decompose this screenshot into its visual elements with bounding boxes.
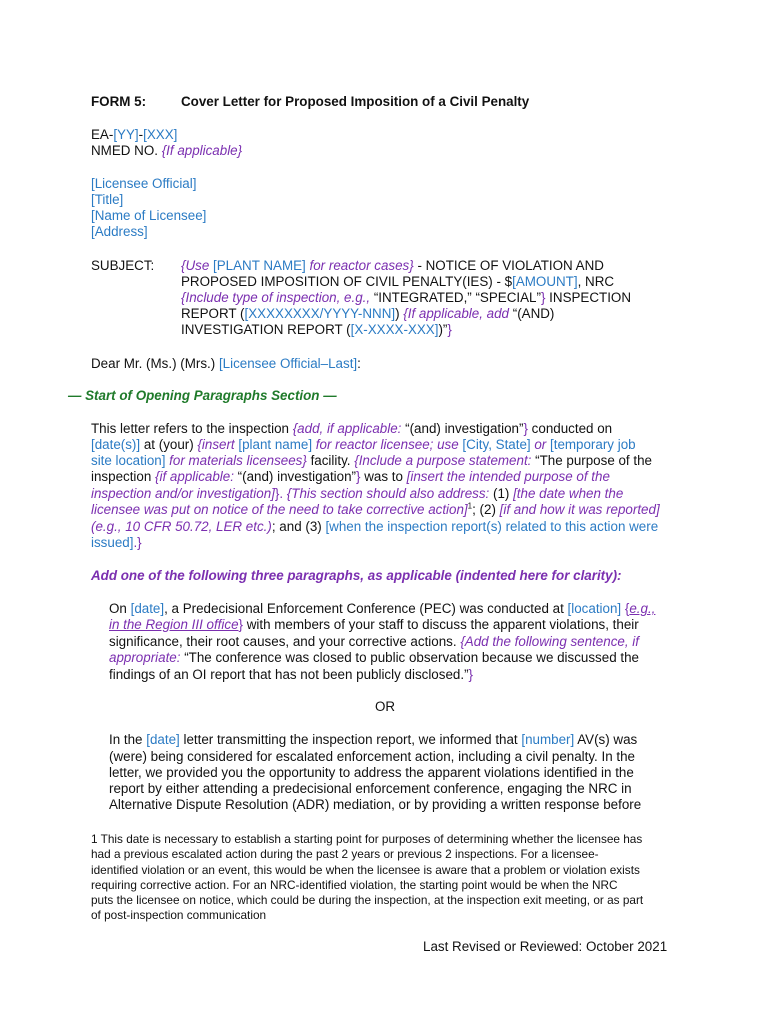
footnote-line: puts the licensee on notice, which could be during the inspection, at the inspection exit meeting, or as part <box>91 893 644 907</box>
salutation: Dear Mr. (Ms.) (Mrs.) [Licensee Official–Last]: <box>91 356 361 371</box>
para1-line: issued].} <box>91 535 142 550</box>
para1-line: [date(s)] at (your) {insert [plant name] for reactor licensee; use [City, State] or [temporary job <box>91 437 636 452</box>
para3-line: (were) being considered for escalated enforcement action, including a civil penalty. In the <box>109 749 636 764</box>
footnote-line: 1 This date is necessary to establish a starting point for purposes of determining whether the licensee has <box>91 832 643 846</box>
form-number: FORM 5: <box>91 94 147 109</box>
licensee-name: [Name of Licensee] <box>91 208 207 223</box>
para3-line: report by either attending a predecisional enforcement conference, engaging the NRC in <box>109 781 632 796</box>
subject-label: SUBJECT: <box>91 258 155 273</box>
subject-line: {Use [PLANT NAME] for reactor cases} - NOTICE OF VIOLATION AND <box>181 258 604 273</box>
licensee-official: [Licensee Official] <box>91 176 197 191</box>
form-title: Cover Letter for Proposed Imposition of a Civil Penalty <box>181 94 530 109</box>
para1-line: site location] for materials licensees} facility. {Include a purpose statement: “The purpose of the <box>91 453 652 468</box>
subject-line: {Include type of inspection, e.g., “INTEGRATED,” “SPECIAL”} INSPECTION <box>181 290 632 305</box>
para2-line: On [date], a Predecisional Enforcement Conference (PEC) was conducted at [location] {e.g., <box>109 601 656 616</box>
section-heading: — Start of Opening Paragraphs Section — <box>68 388 337 403</box>
para3-line: In the [date] letter transmitting the inspection report, we informed that [number] AV(s) was <box>109 732 638 747</box>
footnote-line: had a previous escalated action during the past 2 years or previous 2 inspections. For a licensee- <box>91 847 599 861</box>
or-separator: OR <box>374 699 396 714</box>
licensee-address: [Address] <box>91 224 148 239</box>
para1-line: inspection {if applicable: “(and) investigation”} was to [insert the intended purpose of the <box>91 469 610 484</box>
para1-line: This letter refers to the inspection {add, if applicable: “(and) investigation”} conducted on <box>91 421 613 436</box>
licensee-title: [Title] <box>91 192 124 207</box>
options-heading: Add one of the following three paragraphs, as applicable (indented here for clarity): <box>91 568 622 583</box>
para1-line: licensee was put on notice of the need to take corrective action]$^1$; (2) [if and how it was reported] <box>91 501 660 517</box>
footnote-ref: 1 <box>467 501 473 511</box>
footnote-line: identified violation or an event, this would be when the licensee is aware that a problem or violation exists <box>91 863 640 877</box>
subject-line: PROPOSED IMPOSITION OF CIVIL PENALTY(IES) - $[AMOUNT], NRC <box>181 274 615 289</box>
para2-line: significance, their root causes, and your corrective actions. {Add the following sentence, if <box>109 634 639 649</box>
para2-line: findings of an OI report that has not been publicly disclosed.”} <box>109 667 474 682</box>
ea-number: EA-[YY]-[XXX] <box>91 127 178 142</box>
para1-line: (e.g., 10 CFR 50.72, LER etc.); and (3) [when the inspection report(s) related to this action were <box>91 519 659 534</box>
revision-footer: Last Revised or Reviewed: October 2021 <box>423 939 668 954</box>
para2-line: appropriate: “The conference was closed to public observation because we discussed the <box>109 650 639 665</box>
subject-line: INVESTIGATION REPORT ([X-XXXX-XXX])”} <box>181 322 452 337</box>
para3-line: Alternative Dispute Resolution (ADR) mediation, or by providing a written response before <box>109 797 642 812</box>
footnote-line: of post-inspection communication <box>91 908 267 922</box>
nmed-number: NMED NO. {If applicable} <box>91 143 243 158</box>
subject-line: REPORT ([XXXXXXXX/YYYY-NNN]) {If applicable, add “(AND) <box>181 306 555 321</box>
para2-line: in the Region III office} with members of your staff to discuss the apparent violations, their <box>109 617 639 632</box>
para3-line: letter, we provided you the opportunity to address the apparent violations identified in the <box>109 765 634 780</box>
footnote-line: requiring corrective action. For an NRC-identified violation, the starting point would be when the NRC <box>91 878 618 892</box>
para1-line: inspection and/or investigation]}. {This section should also address: (1) [the date when the <box>91 486 624 501</box>
